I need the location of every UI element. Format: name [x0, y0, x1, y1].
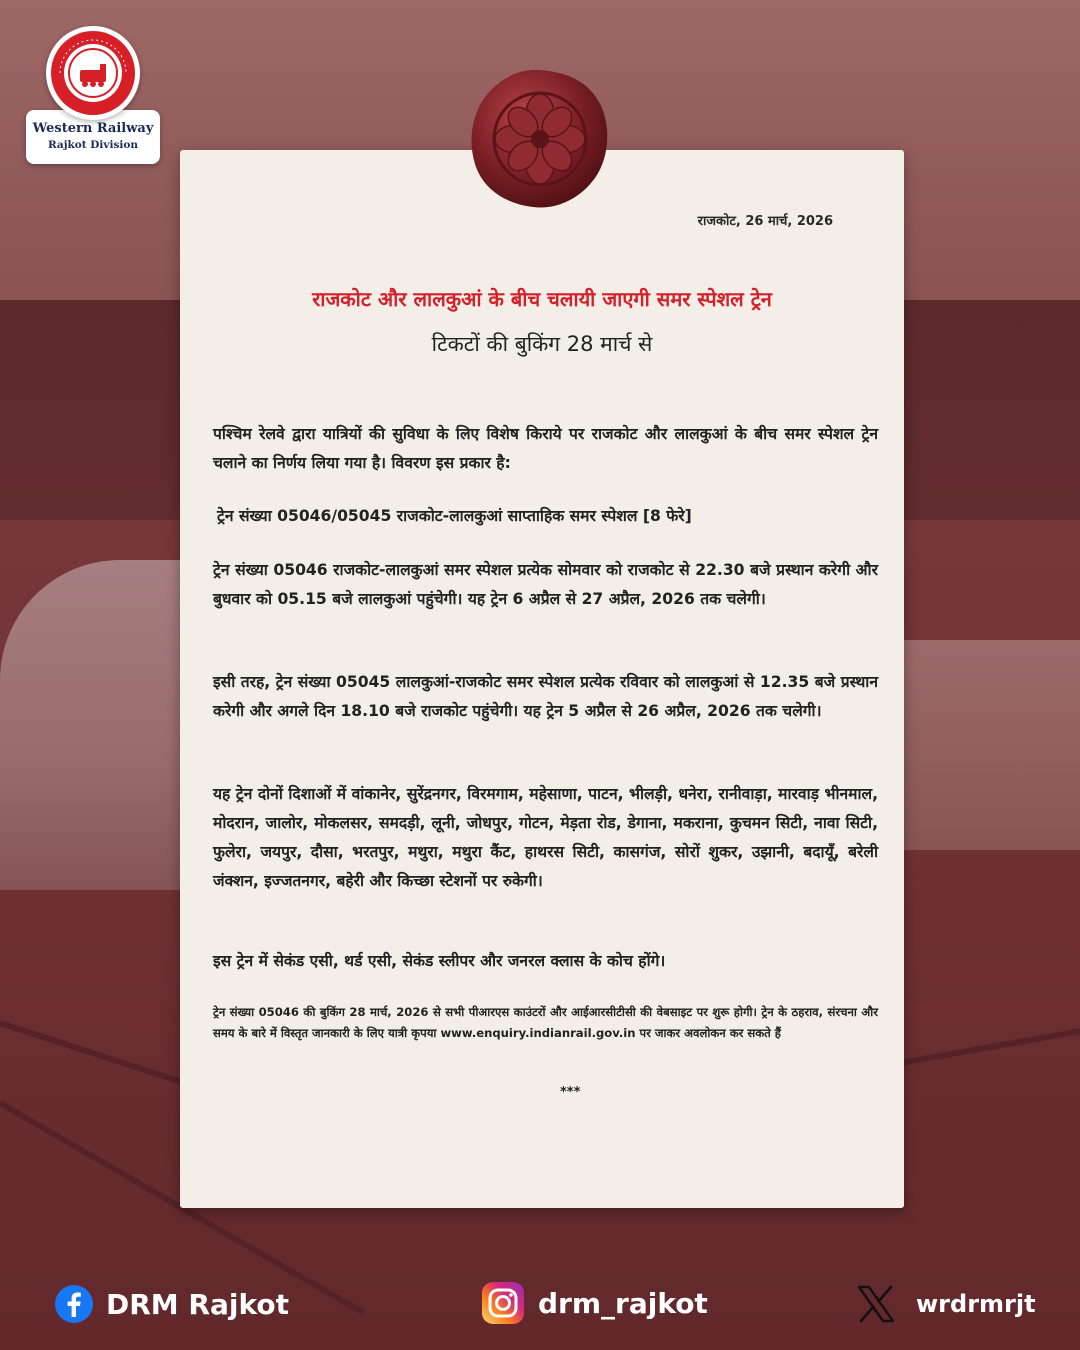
train-number-line: ट्रेन संख्या 05046/05045 राजकोट-लालकुआं साप्ताहिक समर स्पेशल [8 फेरे] [217, 507, 692, 525]
facebook-label: DRM Rajkot [106, 1287, 289, 1321]
instagram-icon [480, 1280, 526, 1326]
end-mark: *** [560, 1085, 581, 1100]
outbound-schedule-paragraph: ट्रेन संख्या 05046 राजकोट-लालकुआं समर स्पेशल प्रत्येक सोमवार को राजकोट से 22.30 बजे प्रस्थान करेगी और बुधवार को 05.15 बजे लालकुआं पहुंचेगी। यह ट्रेन 6 अप्रैल से 27 अप्रैल, 2026 तक चलेगी। [213, 561, 878, 608]
logo-subtitle: Rajkot Division [47, 139, 139, 151]
indian-railways-logo [46, 26, 140, 120]
x-label: wrdrmrjt [916, 1290, 1036, 1318]
x-icon [856, 1284, 896, 1324]
press-release-paper [180, 150, 904, 1208]
booking-note: ट्रेन संख्या 05046 की बुकिंग 28 मार्च, 2026 से सभी पीआरएस काउंटरों और आईआरसीटीसी की वेबसाइट पर शुरू होगी। ट्रेन के ठहराव, संरचना और समय के बारे में विस्तृत जानकारी के लिए यात्री कृपया www.enquiry.indianrail.gov.in पर जाकर अवलोकन कर सकते हैं [213, 1005, 878, 1040]
headline: राजकोट और लालकुआं के बीच चलायी जाएगी समर स्पेशल ट्रेन [312, 287, 772, 311]
x-link[interactable] [856, 1282, 1036, 1326]
intro-paragraph: पश्चिम रेलवे द्वारा यात्रियों की सुविधा के लिए विशेष किराये पर राजकोट और लालकुआं के बीच समर स्पेशल ट्रेन चलाने का निर्णय लिया गया है। विवरण इस प्रकार है: [213, 425, 878, 472]
stoppages-paragraph: यह ट्रेन दोनों दिशाओं में वांकानेर, सुरेंद्रनगर, विरमगाम, महेसाणा, पाटन, भीलड़ी, धनेरा, रानीवाड़ा, मारवाड़ भीनमाल, मोदरान, जालोर, मोकलसर, समदड़ी, लूनी, जोधपुर, गोटन, मेड़ता रोड, डेगाना, मकराना, कुचमन सिटी, नावा सिटी, फुलेरा, जयपुर, दौसा, भरतपुर, मथुरा, मथुरा कैंट, हाथरस सिटी, कासगंज, सोरों शुकर, उझानी, बदायूँ, बरेली जंक्शन, इज्जतनगर, बहेरी और किच्छा स्टेशनों पर रुकेगी। [213, 785, 878, 890]
facebook-link[interactable] [54, 1282, 289, 1326]
facebook-icon [54, 1284, 94, 1324]
wax-seal-icon [467, 66, 613, 212]
logo-title: Western Railway [32, 121, 154, 136]
coach-composition-paragraph: इस ट्रेन में सेकंड एसी, थर्ड एसी, सेकंड स्लीपर और जनरल क्लास के कोच होंगे। [213, 952, 666, 970]
subheadline: टिकटों की बुकिंग 28 मार्च से [431, 332, 653, 356]
return-schedule-paragraph: इसी तरह, ट्रेन संख्या 05045 लालकुआं-राजकोट समर स्पेशल प्रत्येक रविवार को लालकुआं से 12.35 बजे प्रस्थान करेगी और अगले दिन 18.10 बजे राजकोट पहुंचेगी। यह ट्रेन 5 अप्रैल से 26 अप्रैल, 2026 तक चलेगी। [213, 673, 878, 720]
instagram-link[interactable] [480, 1281, 708, 1325]
instagram-label: drm_rajkot [538, 1286, 708, 1320]
release-date: राजकोट, 26 मार्च, 2026 [697, 214, 833, 229]
